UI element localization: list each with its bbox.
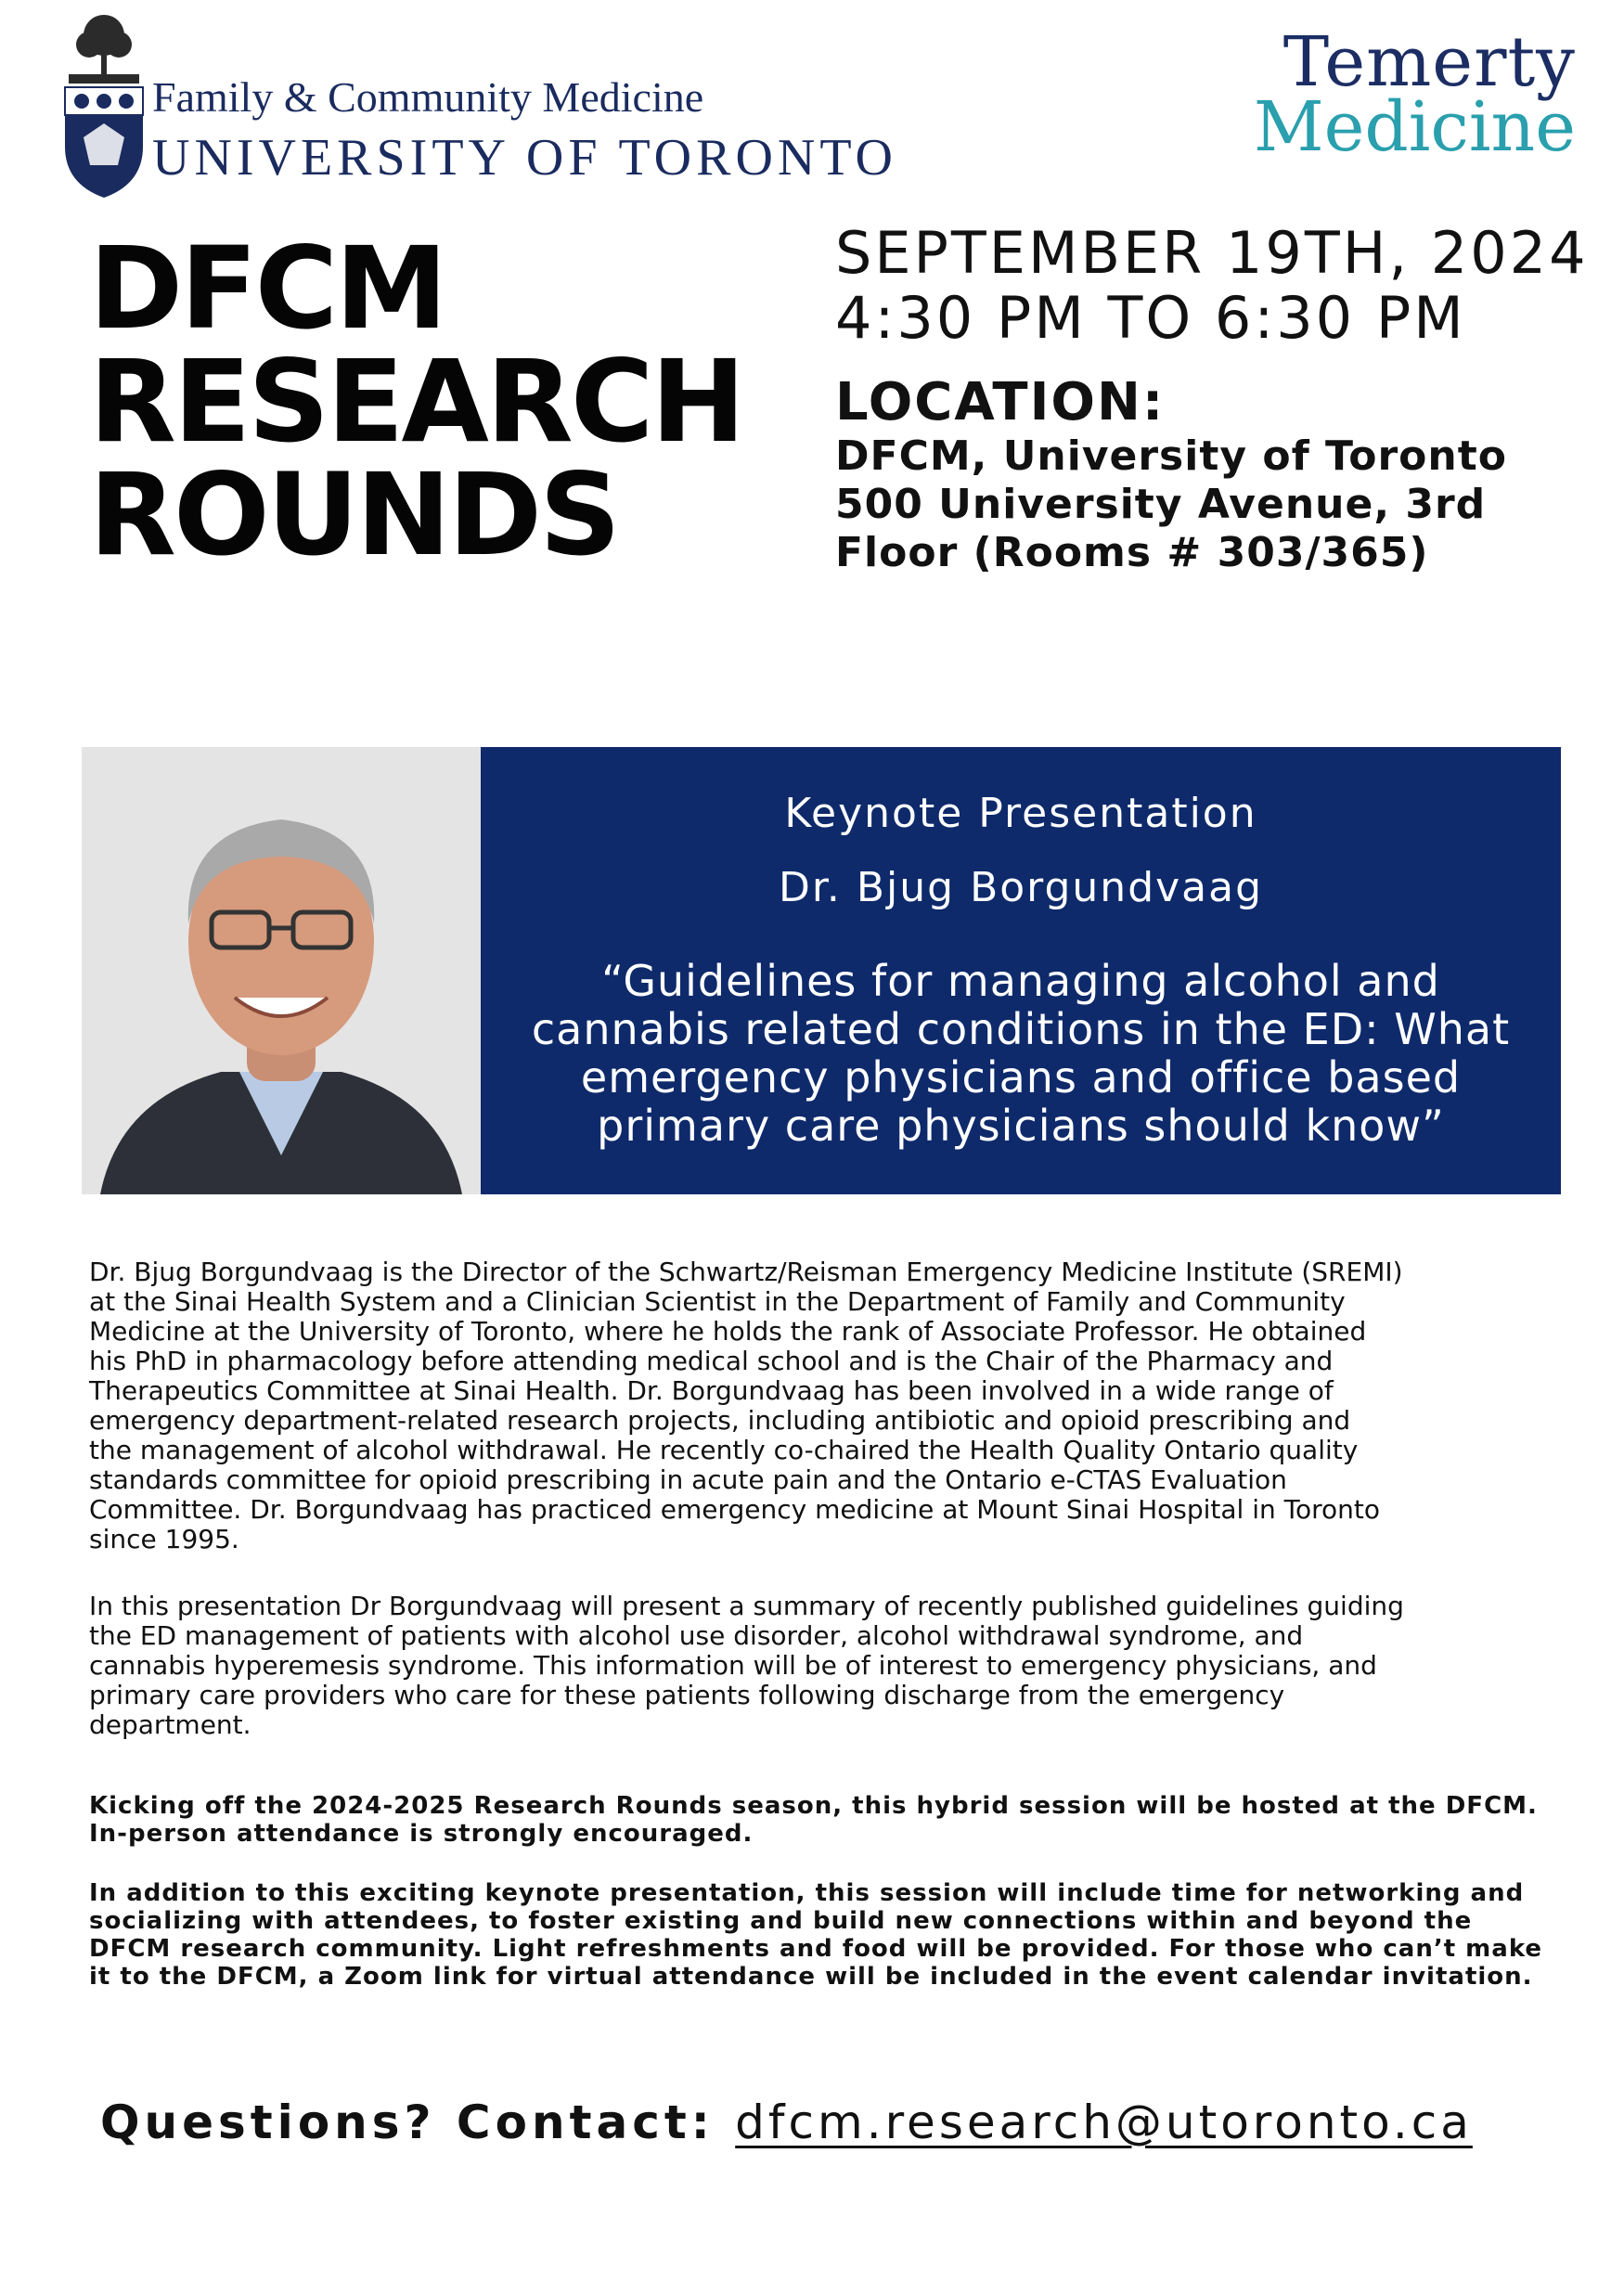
keynote-banner xyxy=(82,747,1561,1194)
contact-line xyxy=(100,2095,1473,2149)
talk-title-line: emergency physicians and office based xyxy=(580,1052,1462,1102)
networking-line: In addition to this exciting keynote presentation, this session will include time for networking and xyxy=(89,1879,1525,1907)
event-details xyxy=(835,221,1596,577)
bio-line: Committee. Dr. Borgundvaag has practiced emergency medicine at Mount Sinai Hospital in Toronto xyxy=(89,1494,1380,1525)
summary-line: the ED management of patients with alcohol use disorder, alcohol withdrawal syndrome, and xyxy=(89,1620,1304,1651)
bio-line: since 1995. xyxy=(89,1524,239,1554)
hybrid-line: In-person attendance is strongly encouraged. xyxy=(89,1820,754,1848)
contact-email-link[interactable]: dfcm.research@utoronto.ca xyxy=(735,2095,1473,2149)
networking-line: socializing with attendees, to foster existing and build new connections within and beyond the xyxy=(89,1907,1473,1935)
summary-line: primary care providers who care for these patients following discharge from the emergency xyxy=(89,1680,1285,1710)
networking-line: DFCM research community. Light refreshments and food will be provided. For those who can’t make xyxy=(89,1935,1543,1963)
bio-line: the management of alcohol withdrawal. He recently co-chaired the Health Quality Ontario quality xyxy=(89,1435,1359,1465)
bio-line: at the Sinai Health System and a Clinician Scientist in the Department of Family and Community xyxy=(89,1286,1346,1317)
temerty-medicine-logo xyxy=(1253,22,1576,167)
location-line: DFCM, University of Toronto xyxy=(835,432,1507,480)
bio-line: his PhD in pharmacology before attending medical school and is the Chair of the Pharmacy and xyxy=(89,1346,1334,1376)
presentation-summary xyxy=(89,1592,1574,1740)
contact-label: Questions? Contact: xyxy=(100,2095,715,2149)
bio-line: Therapeutics Committee at Sinai Health. Dr. Borgundvaag has been involved in a wide range of xyxy=(89,1375,1334,1406)
summary-line: In this presentation Dr Borgundvaag will present a summary of recently published guidelines guiding xyxy=(89,1591,1404,1621)
talk-title-line: primary care physicians should know” xyxy=(597,1101,1445,1151)
summary-line: cannabis hyperemesis syndrome. This information will be of interest to emergency physicians, and xyxy=(89,1650,1377,1681)
event-title-line: DFCM xyxy=(89,223,445,355)
speaker-photo xyxy=(82,747,481,1194)
location-label: LOCATION: xyxy=(835,372,1166,432)
networking-line: it to the DFCM, a Zoom link for virtual attendance will be included in the event calendar invitation. xyxy=(89,1963,1533,1991)
uoft-dfcm-logo xyxy=(48,7,939,207)
location-line: 500 University Avenue, 3rd xyxy=(835,481,1487,528)
event-date: SEPTEMBER 19TH, 2024 xyxy=(835,219,1589,287)
speaker-bio xyxy=(89,1257,1574,1554)
location-line: Floor (Rooms # 303/365) xyxy=(835,529,1429,576)
keynote-text xyxy=(481,747,1561,1194)
event-title-line: RESEARCH xyxy=(89,336,743,468)
temerty-logo-line2: Medicine xyxy=(1253,87,1576,167)
uoft-university-name: UNIVERSITY OF TORONTO xyxy=(152,129,897,187)
bio-line: emergency department-related research projects, including antibiotic and opioid prescribing and xyxy=(89,1405,1351,1436)
talk-title-line: “Guidelines for managing alcohol and xyxy=(601,956,1440,1006)
bio-line: Dr. Bjug Borgundvaag is the Director of the Schwartz/Reisman Emergency Medicine Institute (SREMI) xyxy=(89,1257,1403,1287)
networking-note xyxy=(89,1879,1574,1991)
event-title xyxy=(89,223,831,581)
talk-title-line: cannabis related conditions in the ED: What xyxy=(531,1004,1511,1054)
talk-title xyxy=(499,957,1542,1150)
bio-line: Medicine at the University of Toronto, where he holds the rank of Associate Professor. He obtained xyxy=(89,1316,1367,1347)
temerty-logo-line1: Temerty xyxy=(1282,22,1576,102)
uoft-crest-icon xyxy=(48,7,160,207)
event-title-line: ROUNDS xyxy=(89,449,618,581)
speaker-portrait-icon xyxy=(82,747,481,1194)
summary-line: department. xyxy=(89,1709,251,1740)
speaker-name: Dr. Bjug Borgundvaag xyxy=(778,864,1264,911)
hybrid-session-note xyxy=(89,1792,1574,1848)
keynote-label: Keynote Presentation xyxy=(784,790,1257,837)
uoft-department-name: Family & Community Medicine xyxy=(152,73,704,121)
bio-line: standards committee for opioid prescribing in acute pain and the Ontario e-CTAS Evaluation xyxy=(89,1464,1287,1495)
hybrid-line: Kicking off the 2024-2025 Research Rounds season, this hybrid session will be hosted at the DFCM. xyxy=(89,1792,1538,1820)
event-time: 4:30 PM TO 6:30 PM xyxy=(835,284,1466,352)
